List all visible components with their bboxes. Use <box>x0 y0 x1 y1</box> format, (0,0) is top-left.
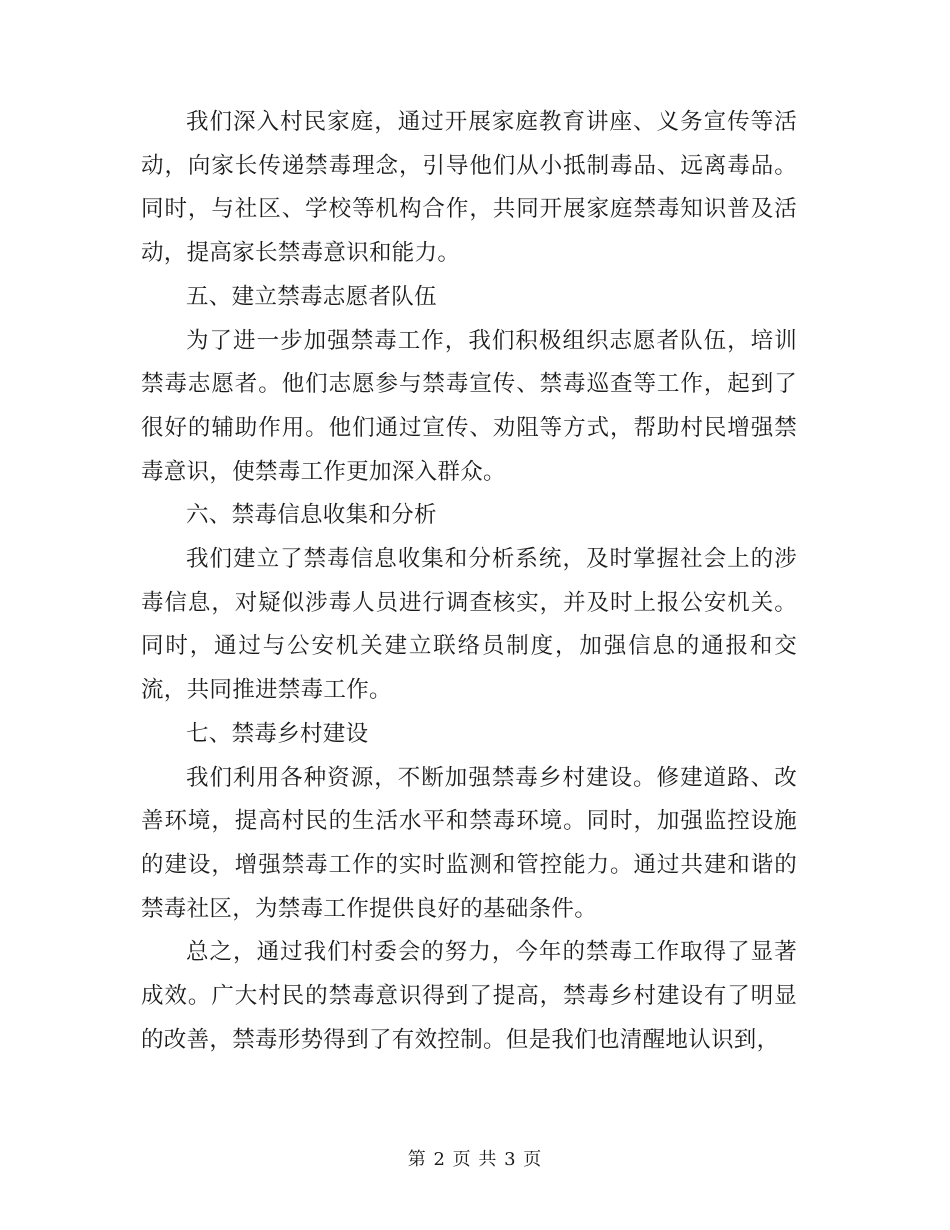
paragraph-summary: 总之，通过我们村委会的努力，今年的禁毒工作取得了显著成效。广大村民的禁毒意识得到了提高，禁毒乡村建设有了明显的改善，禁毒形势得到了有效控制。但是我们也清醒地认识到， <box>141 939 797 1053</box>
heading-info-collection: 六、禁毒信息收集和分析 <box>186 502 437 529</box>
paragraph-family-outreach: 我们深入村民家庭，通过开展家庭教育讲座、义务宣传等活动，向家长传递禁毒理念，引导他们从小抵制毒品、远离毒品。同时，与社区、学校等机构合作，共同开展家庭禁毒知识普及活动，提高家长禁毒意识和能力。 <box>141 109 797 267</box>
heading-village-building: 七、禁毒乡村建设 <box>186 720 369 747</box>
paragraph-village-building: 我们利用各种资源，不断加强禁毒乡村建设。修建道路、改善环境，提高村民的生活水平和禁毒环境。同时，加强监控设施的建设，增强禁毒工作的实时监测和管控能力。通过共建和谐的禁毒社区，为禁毒工作提供良好的基础条件。 <box>141 764 797 922</box>
page-number-footer: 第 2 页 共 3 页 <box>407 1149 543 1170</box>
document-body <box>141 101 797 1062</box>
paragraph-volunteer-team: 为了进一步加强禁毒工作，我们积极组织志愿者队伍，培训禁毒志愿者。他们志愿参与禁毒宣传、禁毒巡查等工作，起到了很好的辅助作用。他们通过宣传、劝阻等方式，帮助村民增强禁毒意识，使禁毒工作更加深入群众。 <box>141 327 797 485</box>
heading-volunteer-team: 五、建立禁毒志愿者队伍 <box>186 283 437 310</box>
paragraph-info-collection: 我们建立了禁毒信息收集和分析系统，及时掌握社会上的涉毒信息，对疑似涉毒人员进行调查核实，并及时上报公安机关。同时，通过与公安机关建立联络员制度，加强信息的通报和交流，共同推进禁毒工作。 <box>141 546 797 704</box>
